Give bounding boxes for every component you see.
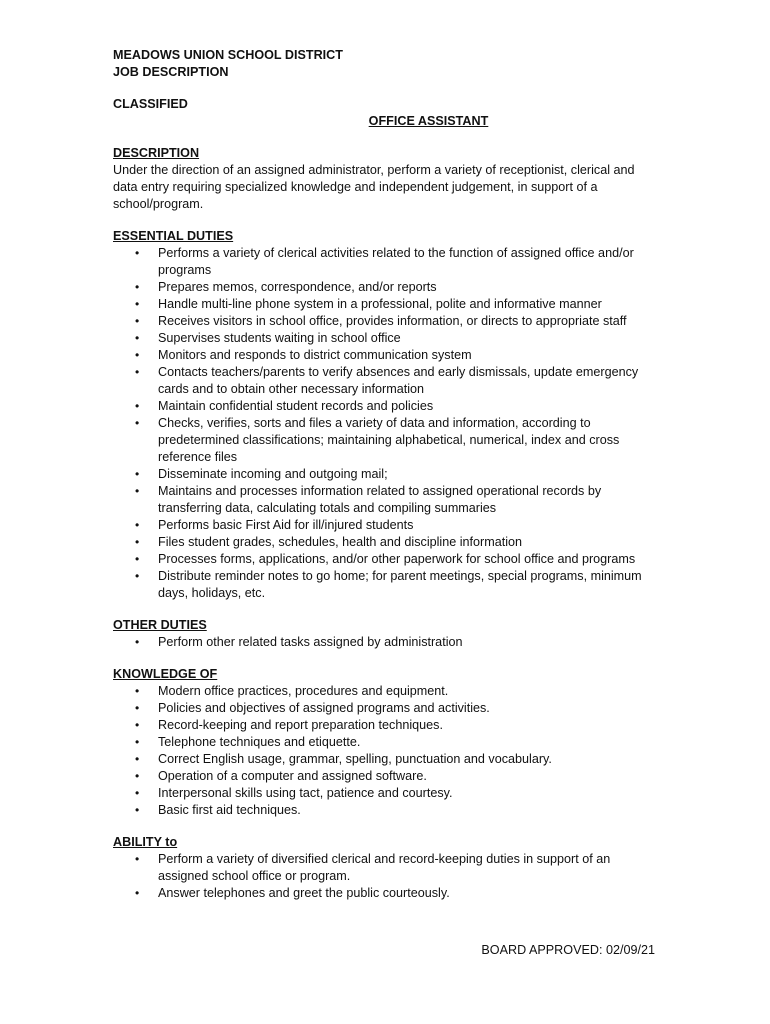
list-item-text: Record-keeping and report preparation techniques.: [158, 718, 443, 732]
list-item: [113, 296, 658, 313]
list-item: [113, 700, 658, 717]
list-item-text: Operation of a computer and assigned software.: [158, 769, 427, 783]
list-item-text: Interpersonal skills using tact, patience and courtesy.: [158, 786, 453, 800]
bullet-icon: •: [135, 552, 140, 566]
list-item: [113, 717, 658, 734]
bullet-icon: •: [135, 246, 140, 260]
list-item-text: Telephone techniques and etiquette.: [158, 735, 361, 749]
list-item-text: Contacts teachers/parents to verify absences and early dismissals, update emergency cards and to obtain other necessary information: [158, 365, 639, 396]
bullet-icon: •: [135, 735, 140, 749]
bullet-icon: •: [135, 718, 140, 732]
district-name: MEADOWS UNION SCHOOL DISTRICT: [113, 48, 343, 62]
bullet-icon: •: [135, 569, 140, 583]
list-item-text: Processes forms, applications, and/or other paperwork for school office and programs: [158, 552, 636, 566]
essential-duties-list: [113, 245, 658, 602]
bullet-icon: •: [135, 635, 140, 649]
bullet-icon: •: [135, 803, 140, 817]
essential-duties-heading: ESSENTIAL DUTIES: [113, 229, 234, 243]
list-item-text: Distribute reminder notes to go home; for parent meetings, special programs, minimum days, holidays, etc.: [158, 569, 642, 600]
list-item: [113, 279, 658, 296]
list-item-text: Maintain confidential student records and policies: [158, 399, 434, 413]
document-page: [113, 47, 658, 902]
list-item-text: Performs a variety of clerical activities related to the function of assigned office and/or programs: [158, 246, 634, 277]
list-item: [113, 330, 658, 347]
list-item: [113, 751, 658, 768]
list-item: [113, 683, 658, 700]
list-item-text: Modern office practices, procedures and equipment.: [158, 684, 449, 698]
bullet-icon: •: [135, 314, 140, 328]
bullet-icon: •: [135, 786, 140, 800]
list-item: [113, 568, 658, 602]
ability-to-list: [113, 851, 658, 902]
list-item: [113, 851, 658, 885]
list-item: [113, 785, 658, 802]
knowledge-of-list: [113, 683, 658, 819]
bullet-icon: •: [135, 535, 140, 549]
list-item: [113, 347, 658, 364]
list-item: [113, 415, 658, 466]
list-item-text: Basic first aid techniques.: [158, 803, 301, 817]
bullet-icon: •: [135, 684, 140, 698]
list-item-text: Monitors and responds to district communication system: [158, 348, 472, 362]
list-item: [113, 364, 658, 398]
list-item: [113, 768, 658, 785]
bullet-icon: •: [135, 518, 140, 532]
bullet-icon: •: [135, 752, 140, 766]
bullet-icon: •: [135, 348, 140, 362]
bullet-icon: •: [135, 280, 140, 294]
board-approved-footer: BOARD APPROVED: 02/09/21: [481, 943, 655, 957]
bullet-icon: •: [135, 886, 140, 900]
other-duties-heading: OTHER DUTIES: [113, 618, 207, 632]
list-item: [113, 634, 658, 651]
list-item-text: Checks, verifies, sorts and files a variety of data and information, according to predetermined classifications; maintaining alphabetical, numerical, index and cross reference files: [158, 416, 620, 464]
bullet-icon: •: [135, 769, 140, 783]
list-item: [113, 734, 658, 751]
list-item-text: Correct English usage, grammar, spelling, punctuation and vocabulary.: [158, 752, 552, 766]
bullet-icon: •: [135, 416, 140, 430]
bullet-icon: •: [135, 297, 140, 311]
list-item: [113, 313, 658, 330]
ability-to-heading: ABILITY to: [113, 835, 178, 849]
bullet-icon: •: [135, 852, 140, 866]
job-title: OFFICE ASSISTANT: [368, 114, 489, 128]
list-item-text: Prepares memos, correspondence, and/or reports: [158, 280, 437, 294]
list-item: [113, 534, 658, 551]
list-item: [113, 398, 658, 415]
list-item: [113, 885, 658, 902]
list-item-text: Maintains and processes information related to assigned operational records by transferring data, calculating totals and compiling summaries: [158, 484, 602, 515]
bullet-icon: •: [135, 331, 140, 345]
list-item-text: Files student grades, schedules, health and discipline information: [158, 535, 523, 549]
bullet-icon: •: [135, 467, 140, 481]
list-item: [113, 802, 658, 819]
list-item: [113, 483, 658, 517]
other-duties-list: [113, 634, 658, 651]
list-item-text: Handle multi-line phone system in a professional, polite and informative manner: [158, 297, 602, 311]
description-text: Under the direction of an assigned administrator, perform a variety of receptionist, clerical and data entry requiring specialized knowledge and independent judgement, in support of a school/program.: [113, 163, 635, 211]
list-item-text: Answer telephones and greet the public courteously.: [158, 886, 450, 900]
document-type: JOB DESCRIPTION: [113, 65, 229, 79]
list-item: [113, 551, 658, 568]
bullet-icon: •: [135, 701, 140, 715]
list-item-text: Receives visitors in school office, provides information, or directs to appropriate staff: [158, 314, 627, 328]
bullet-icon: •: [135, 399, 140, 413]
list-item: [113, 517, 658, 534]
list-item-text: Perform a variety of diversified clerical and record-keeping duties in support of an assigned school office or program.: [158, 852, 611, 883]
bullet-icon: •: [135, 484, 140, 498]
description-heading: DESCRIPTION: [113, 146, 200, 160]
list-item-text: Perform other related tasks assigned by administration: [158, 635, 463, 649]
classification: CLASSIFIED: [113, 97, 188, 111]
knowledge-of-heading: KNOWLEDGE OF: [113, 667, 218, 681]
bullet-icon: •: [135, 365, 140, 379]
list-item-text: Disseminate incoming and outgoing mail;: [158, 467, 388, 481]
list-item: [113, 466, 658, 483]
list-item-text: Policies and objectives of assigned programs and activities.: [158, 701, 490, 715]
list-item-text: Performs basic First Aid for ill/injured students: [158, 518, 414, 532]
list-item: [113, 245, 658, 279]
list-item-text: Supervises students waiting in school office: [158, 331, 401, 345]
